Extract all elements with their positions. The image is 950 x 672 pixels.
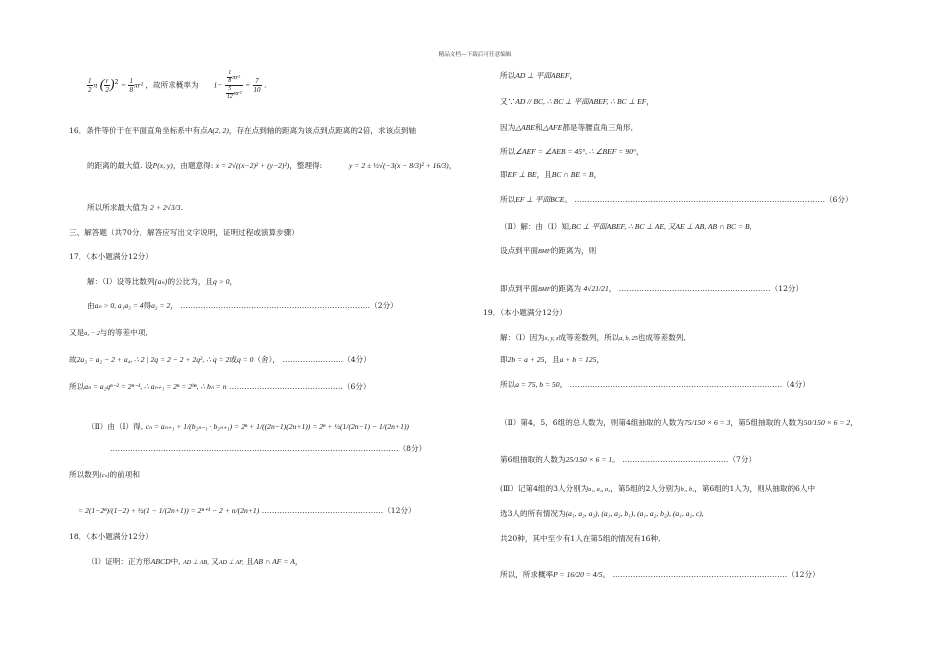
q17-line-3: 又是a₃ − 2与的等差中项, xyxy=(69,328,148,337)
q16-line-3: 所以所求最大值为 2 + 2√3/3. xyxy=(87,203,183,212)
q19-line-6: (Ⅲ）记第4组的3人分别为a₁, a₂, a₃，第5组的2人分别为b₁, b₂，第6组的1人为，则从抽取的6人中 xyxy=(500,484,816,493)
probability-text: ，故所求概率为 xyxy=(145,80,199,90)
q16-solution-y: y = 2 ± ½√(−3(x − 8/3)² + 16/3) xyxy=(349,161,449,170)
q16-line-2: 的距离的最大值. 设P(x, y)，由题意得: x = 2√((x−2)² + (y−2)²)，整理得: y = 2 ± ½√(−3(x − 8/3)² + 16/3)， xyxy=(87,161,457,170)
q17-line-8: = 2(1−2ⁿ)/(1−2) + ½(1 − 1/(2n+1)) = 2ⁿ⁺¹ − 2 + n/(2n+1) …………………………………………（12分） xyxy=(78,506,416,515)
q16-max-value: 2 + 2√3/3 xyxy=(150,203,181,212)
q19-line-4: （Ⅱ）第4，5，6组的总人数为，则第4组抽取的人数为75/150 × 6 = 3，第5组抽取的人数为50/150 × 6 = 2， xyxy=(500,418,858,427)
q17-line-1: 解：（Ⅰ）设等比数列{aₙ}的公比为，且q > 0， xyxy=(87,277,238,286)
q17-heading: 17．（本小题满分12分） xyxy=(69,252,153,261)
q18-right-line-9: 即点到平面BMF的距离为 4√21/21， ……………………………………………………（12分） xyxy=(500,284,804,293)
q18-line-1: （Ⅰ）证明：正方形ABCD中, AD ⊥ AB, 又AD ⊥ AF, 且AB ∩ AF = A， xyxy=(87,557,303,566)
q18-heading: 18．（本小题满分12分） xyxy=(69,532,153,541)
q19-line-8: 共20种，其中至少有1人在第5组的情况有16种, xyxy=(500,534,661,543)
q18-right-line-7: （Ⅱ）解：由（Ⅰ）知,BC ⊥ 平面ABEF, ∴ BC ⊥ AE, 又AE ⊥ AB, AB ∩ BC = B, xyxy=(500,222,752,231)
q16-line-1: 16．条件等价于在平面直角坐标系中有点A(2, 2)，存在点到轴的距离为该点到点距离的2倍，求该点到轴 xyxy=(69,126,416,135)
q18-right-line-2: 又∵AD // BC, ∴ BC ⊥ 平面ABEF, ∴ BC ⊥ EF， xyxy=(500,97,654,106)
probability-line: $\frac{1}{2}$ π ( $\frac{r}{2}$ )$^2$ = $\frac{1}{8}$ πr² ，故所求概率为 1− $\frac{1}{8}$ πr² $\frac{5}{12}$ πr² = $\frac{7}{10}$ . xyxy=(88,70,267,100)
q18-right-line-4: 所以∠AEF = ∠AEB = 45°, ∴ ∠BEF = 90°， xyxy=(500,147,644,156)
q19-line-5: 第6组抽取的人数为25/150 × 6 = 1。 ……………………………………（7分） xyxy=(500,455,757,464)
q19-heading: 19．（本小题满分12分） xyxy=(483,308,567,317)
q19-line-3: 所以a = 75, b = 50。 …………………………………………………………………………（4分） xyxy=(500,380,810,389)
q19-line-2: 即2b = a + 25，且a + b = 125， xyxy=(500,355,605,364)
q17-line-7: 所以数列{cₙ}的前项和 xyxy=(69,470,140,479)
q18-right-line-6: 所以EF ⊥ 平面BCE。 ………………………………………………………………………………………（6分） xyxy=(500,195,853,204)
q18-right-line-8: 设点到平面BMF的距离为，则 xyxy=(500,246,597,255)
q17-line-2: 由aₙ > 0, a₁a₃ = 4得a₂ = 2， …………………………………………………………………（2分） xyxy=(87,301,398,310)
q18-right-line-3: 因为△ABE和△AFE都是等腰直角三角形, xyxy=(500,123,634,132)
q19-line-1: 解：（Ⅰ）因为x, y, z成等差数列，所以a, b, 25也成等差数列, xyxy=(500,333,686,342)
q19-line-9: 所以，所求概率P = 16/20 = 4/5。 ……………………………………………………………（12分） xyxy=(500,570,820,579)
q17-sum-formula: = 2(1−2ⁿ)/(1−2) + ½(1 − 1/(2n+1)) = 2ⁿ⁺¹ − 2 + n/(2n+1) xyxy=(78,506,260,515)
q17-line-6: （Ⅱ）由（Ⅰ）得, cₙ = aₙ₊₁ + 1/(b₂ₙ₋₁ · b₂ₙ₊₁) = 2ⁿ + 1/((2n−1)(2n+1)) = 2ⁿ + ½(1/(2n−1) − 1/(2n+1)) xyxy=(87,422,409,431)
q17-line-5: 所以aₙ = a₂qⁿ⁻² = 2ⁿ⁻¹, ∴ aₙ₊₁ = 2ⁿ = 2ᵇⁿ, ∴ bₙ = n ………………………………………（6分） xyxy=(69,382,371,391)
distance-value: 4√21/21 xyxy=(583,284,609,293)
page-header: 精品文档---下载后可任意编辑 xyxy=(438,52,512,58)
q18-right-line-1: 所以AD ⊥ 平面ABEF， xyxy=(500,71,578,80)
q18-right-line-5: 即EF ⊥ BE，且BC ∩ BE = B， xyxy=(500,170,602,179)
q17-line-4: 故2a₃ = a₂ − 2 + a₄, ∴ 2 | 2q = 2 − 2 + 2q², ∴ q = 2或q = 0（舍）， ……………………（4分） xyxy=(69,355,371,364)
section-3-heading: 三、解答题（共70分．解答应写出文字说明，证明过程或演算步骤） xyxy=(69,228,299,237)
q17-line-6-score: ……………………………………………………………………………………………………（8分） xyxy=(110,444,427,453)
q19-line-7: 选3人的所有情况为(a₁, a₂, a₃), (a₁, a₂, b₁), (a₁, a₂, b₂), (a₁, a₂, c), xyxy=(500,509,704,518)
q17-cn-formula: cₙ = aₙ₊₁ + 1/(b₂ₙ₋₁ · b₂ₙ₊₁) = 2ⁿ + 1/((2n−1)(2n+1)) = 2ⁿ + ½(1/(2n−1) − 1/(2n+1)) xyxy=(145,422,409,431)
